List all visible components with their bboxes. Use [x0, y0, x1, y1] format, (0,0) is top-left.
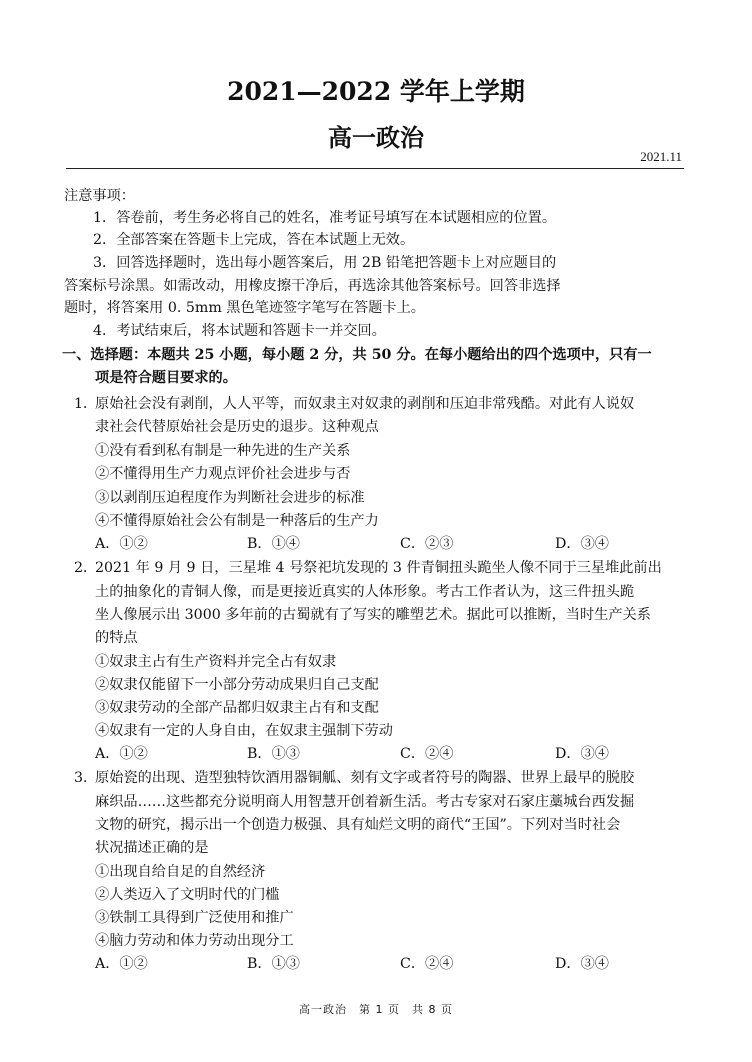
- section-heading-cont: 项是符合题目要求的。: [95, 370, 237, 386]
- question-stem: 2021 年 9 月 9 日，三星堆 4 号祭祀坑发现的 3 件青铜扭头跪坐人像不同于三星堆此前出: [95, 560, 662, 576]
- option-c: C．②④: [400, 746, 454, 762]
- option-c: C．②③: [400, 536, 454, 552]
- notice-line: 1．答卷前，考生务必将自己的姓名，准考证号填写在本试题相应的位置。: [93, 210, 557, 226]
- header-divider: [66, 168, 684, 169]
- question-number: 1．: [74, 396, 98, 412]
- option-a: A．①②: [95, 956, 148, 972]
- question-stem: 文物的研究，揭示出一个创造力极强、具有灿烂文明的商代“王国”。下列对当时社会: [95, 817, 621, 833]
- notice-line: 3．回答选择题时，选出每小题答案后，用 2B 铅笔把答题卡上对应题目的: [93, 255, 557, 271]
- question-item: ②奴隶仅能留下一小部分劳动成果归自己支配: [95, 677, 379, 693]
- page-footer: 高一政治 第 1 页 共 8 页: [299, 1003, 453, 1016]
- notice-line: 题时，将答案用 0. 5mm 黑色笔迹签字笔写在答题卡上。: [64, 300, 425, 316]
- question-stem: 麻织品……这些都充分说明商人用智慧开创着新生活。考古专家对石家庄藁城台西发掘: [95, 794, 635, 810]
- exam-title: 2021—2022 学年上学期: [227, 77, 525, 106]
- question-item: ①奴隶主占有生产资料并完全占有奴隶: [95, 654, 337, 670]
- question-item: ①出现自给自足的自然经济: [95, 864, 266, 880]
- option-a: A．①②: [95, 536, 148, 552]
- question-item: ②不懂得用生产力观点评价社会进步与否: [95, 466, 351, 482]
- question-item: ④不懂得原始社会公有制是一种落后的生产力: [95, 513, 379, 529]
- question-item: ①没有看到私有制是一种先进的生产关系: [95, 443, 351, 459]
- option-d: D．③④: [555, 956, 609, 972]
- notice-line: 4．考试结束后，将本试题和答题卡一并交回。: [93, 323, 386, 339]
- question-item: ③以剥削压迫程度作为判断社会进步的标准: [95, 490, 365, 506]
- question-stem: 原始瓷的出现、造型独特饮酒用器铜觚、刻有文字或者符号的陶器、世界上最早的脱胶: [95, 770, 635, 786]
- section-heading: 一、选择题：本题共 25 小题，每小题 2 分，共 50 分。在每小题给出的四个选项中，只有一: [62, 347, 652, 363]
- question-stem: 原始社会没有剥削，人人平等，而奴隶主对奴隶的剥削和压迫非常残酷。对此有人说奴: [95, 396, 635, 412]
- option-d: D．③④: [555, 746, 609, 762]
- option-c: C．②④: [400, 956, 454, 972]
- question-stem: 隶社会代替原始社会是历史的退步。这种观点: [95, 419, 379, 435]
- question-number: 2．: [74, 560, 98, 576]
- question-stem: 土的抽象化的青铜人像，而是更接近真实的人体形象。考古工作者认为，这三件扭头跪: [95, 584, 635, 600]
- option-b: B．①③: [247, 956, 300, 972]
- option-a: A．①②: [95, 746, 148, 762]
- question-item: ④脑力劳动和体力劳动出现分工: [95, 933, 294, 949]
- notice-line: 2．全部答案在答题卡上完成，答在本试题上无效。: [93, 232, 415, 248]
- question-stem: 状况描述正确的是: [95, 840, 209, 856]
- question-item: ③奴隶劳动的全部产品都归奴隶主占有和支配: [95, 700, 379, 716]
- question-item: ④奴隶有一定的人身自由，在奴隶主强制下劳动: [95, 723, 393, 739]
- question-item: ②人类迈入了文明时代的门槛: [95, 887, 280, 903]
- exam-date: 2021.11: [640, 149, 682, 164]
- notice-heading: 注意事项：: [64, 188, 135, 204]
- option-b: B．①③: [247, 746, 300, 762]
- question-item: ③铁制工具得到广泛使用和推广: [95, 910, 294, 926]
- option-d: D．③④: [555, 536, 609, 552]
- question-stem: 坐人像展示出 3000 多年前的古蜀就有了写实的雕塑艺术。据此可以推断，当时生产关系: [95, 607, 651, 623]
- exam-subject: 高一政治: [328, 123, 424, 152]
- notice-line: 答案标号涂黑。如需改动，用橡皮擦干净后，再选涂其他答案标号。回答非选择: [64, 278, 561, 294]
- question-stem: 的特点: [95, 630, 138, 646]
- option-b: B．①④: [247, 536, 300, 552]
- question-number: 3．: [74, 770, 98, 786]
